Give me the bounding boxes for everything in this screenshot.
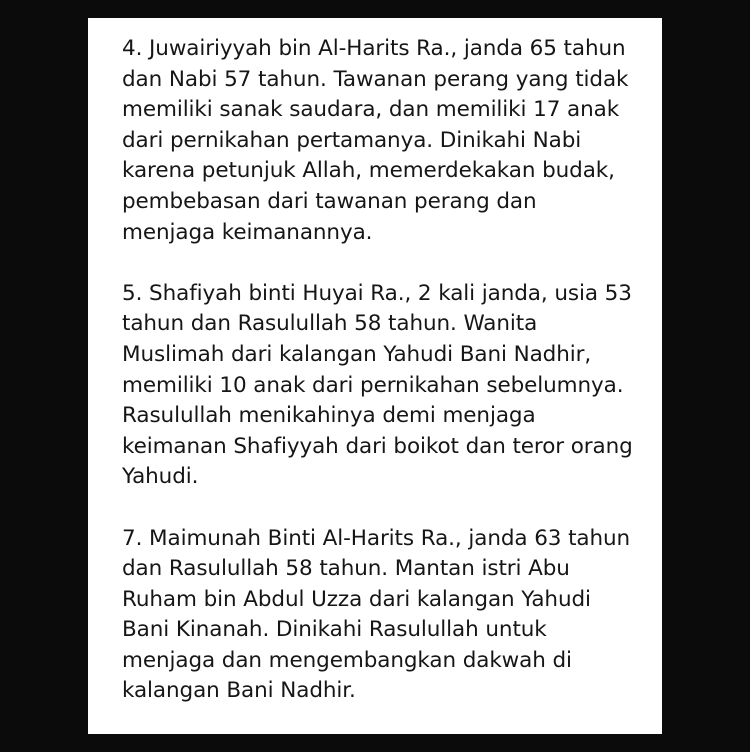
text-line: karena petunjuk Allah, memerdekakan budak, [122,158,615,184]
text-line: kalangan Bani Nadhir. [122,678,356,704]
text-line: tahun dan Rasulullah 58 tahun. Wanita [122,311,538,337]
text-line: Yahudi. [122,464,199,490]
paragraph-maimunah [122,524,642,708]
text-line: Bani Kinanah. Dinikahi Rasulullah untuk [122,617,547,643]
text-line: 4. Juwairiyyah bin Al-Harits Ra., janda 65 tahun [122,36,626,61]
text-line: Rasulullah menikahinya demi menjaga [122,403,536,429]
text-line: Ruham bin Abdul Uzza dari kalangan Yahudi [122,586,591,612]
paragraph-juwairiyyah [122,34,642,248]
text-line: 5. Shafiyah binti Huyai Ra., 2 kali janda, usia 53 [122,280,632,306]
text-line: dari pernikahan pertamanya. Dinikahi Nabi [122,127,582,153]
text-line: menjaga dan mengembangkan dakwah di [122,647,572,673]
text-line: Muslimah dari kalangan Yahudi Bani Nadhir, [122,341,592,367]
text-line: memiliki 10 anak dari pernikahan sebelumnya. [122,372,624,398]
text-line: pembebasan dari tawanan perang dan [122,188,537,214]
text-content [122,34,642,738]
text-line: keimanan Shafiyyah dari boikot dan teror orang [122,433,633,459]
paragraph-shafiyah [122,279,642,493]
text-line: menjaga keimanannya. [122,219,373,245]
text-line: 7. Maimunah Binti Al-Harits Ra., janda 63 tahun [122,525,631,551]
text-line: memiliki sanak saudara, dan memiliki 17 anak [122,97,620,123]
text-line: dan Nabi 57 tahun. Tawanan perang yang tidak [122,66,629,92]
text-line: dan Rasulullah 58 tahun. Mantan istri Abu [122,556,570,582]
